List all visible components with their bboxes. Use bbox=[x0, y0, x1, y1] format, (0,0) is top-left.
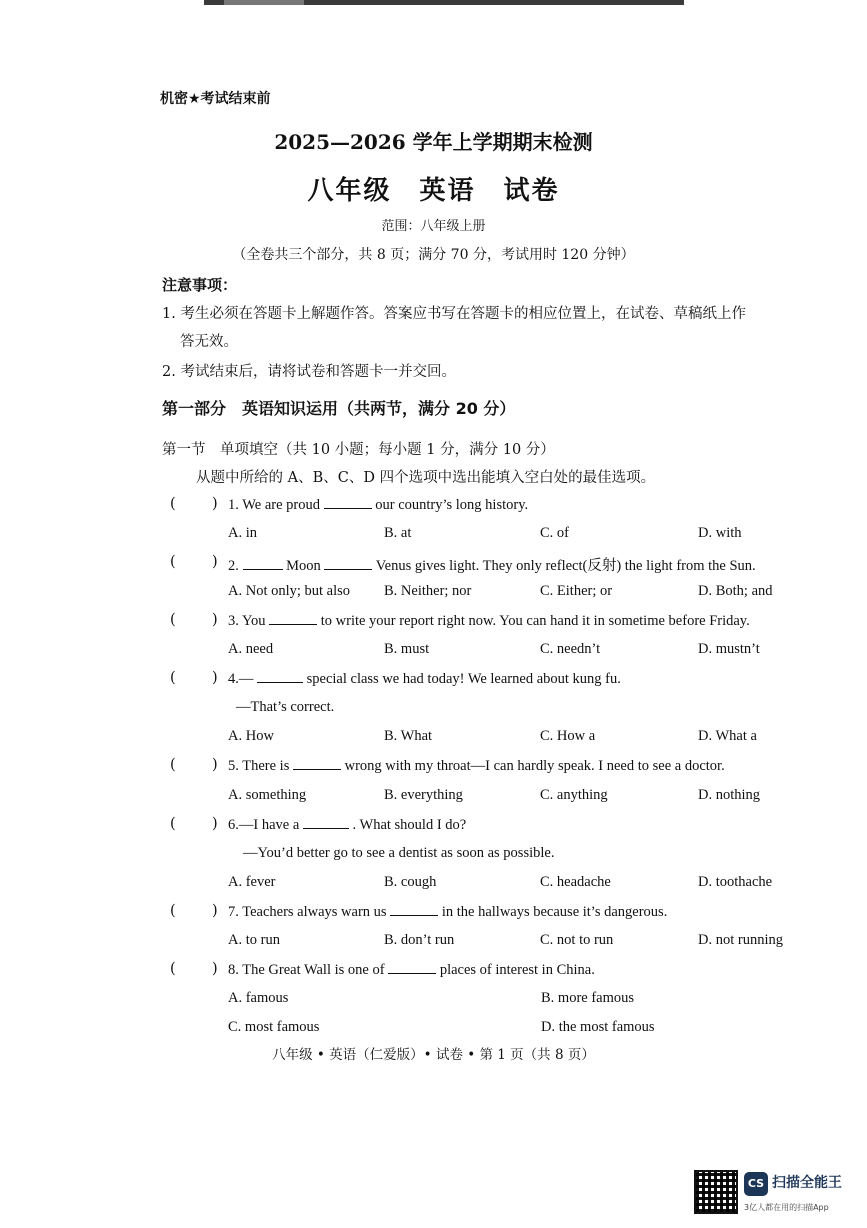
option-a: A. fever bbox=[228, 874, 276, 890]
question-text: 4.— bbox=[228, 671, 254, 687]
question-text: to write your report right now. You can hand it in sometime before Friday. bbox=[320, 613, 750, 629]
option-b: B. Neither; nor bbox=[384, 583, 472, 599]
section1-instruction: 从题中所给的 A、B、C、D 四个选项中选出能填入空白处的最佳选项。 bbox=[196, 470, 656, 486]
answer-paren-open: ( bbox=[170, 961, 176, 977]
question-text: Venus gives light. They only reflect(反射) the light from the Sun. bbox=[375, 558, 756, 574]
option-a: A. to run bbox=[228, 932, 280, 948]
confidential-label: 机密★考试结束前 bbox=[160, 91, 271, 107]
answer-paren-close: ) bbox=[212, 757, 218, 773]
answer-blank bbox=[269, 612, 317, 625]
exam-info: （全卷共三个部分，共 8 页；满分 70 分，考试用时 120 分钟） bbox=[232, 247, 635, 263]
question-text: 7. Teachers always warn us bbox=[228, 904, 387, 920]
question-text: 1. We are proud bbox=[228, 497, 320, 513]
option-a: A. something bbox=[228, 787, 307, 803]
question-4-reply: —That’s correct. bbox=[236, 699, 335, 715]
question-text: places of interest in China. bbox=[439, 962, 595, 978]
question-text: 2. bbox=[228, 558, 239, 574]
answer-blank bbox=[293, 757, 341, 770]
option-c: C. How a bbox=[540, 728, 596, 744]
option-c: C. headache bbox=[540, 874, 611, 890]
answer-paren-open: ( bbox=[170, 903, 176, 919]
option-b: B. don’t run bbox=[384, 932, 455, 948]
answer-paren-open: ( bbox=[170, 670, 176, 686]
exam-title: 2025—2026 学年上学期期末检测 bbox=[274, 130, 593, 154]
option-c: C. most famous bbox=[228, 1019, 320, 1035]
notes-heading: 注意事项： bbox=[162, 276, 238, 294]
answer-blank bbox=[303, 816, 349, 829]
answer-paren-close: ) bbox=[212, 816, 218, 832]
question-text: in the hallways because it’s dangerous. bbox=[441, 904, 668, 920]
option-b: B. What bbox=[384, 728, 433, 744]
option-d: D. toothache bbox=[698, 874, 773, 890]
answer-paren-open: ( bbox=[170, 612, 176, 628]
exam-scope: 范围：八年级上册 bbox=[381, 219, 486, 234]
camscanner-logo-icon: CS bbox=[744, 1172, 768, 1196]
question-text: . What should I do? bbox=[352, 817, 467, 833]
answer-paren-close: ) bbox=[212, 670, 218, 686]
question-text: 6.—I have a bbox=[228, 817, 300, 833]
option-b: B. cough bbox=[384, 874, 437, 890]
question-text: 5. There is bbox=[228, 758, 290, 774]
question-text: 3. You bbox=[228, 613, 266, 629]
answer-blank bbox=[390, 903, 438, 916]
question-text: wrong with my throat—I can hardly speak. I need to see a doctor. bbox=[344, 758, 725, 774]
answer-paren-open: ( bbox=[170, 554, 176, 570]
option-c: C. needn’t bbox=[540, 641, 601, 657]
option-d: D. with bbox=[698, 525, 742, 541]
answer-paren-close: ) bbox=[212, 903, 218, 919]
option-b: B. must bbox=[384, 641, 430, 657]
qr-code-icon bbox=[694, 1170, 738, 1214]
part1-title: 第一部分 英语知识运用（共两节，满分 20 分） bbox=[162, 399, 516, 418]
answer-blank bbox=[324, 557, 372, 570]
question-7 bbox=[228, 903, 667, 921]
question-8 bbox=[228, 961, 595, 979]
note-1-line-2: 答无效。 bbox=[180, 334, 238, 350]
answer-paren-open: ( bbox=[170, 757, 176, 773]
question-3 bbox=[228, 612, 750, 630]
option-c: C. of bbox=[540, 525, 569, 541]
note-1-line-1: 1. 考生必须在答题卡上解题作答。答案应书写在答题卡的相应位置上，在试卷、草稿纸上作 bbox=[162, 306, 746, 322]
section1-title: 第一节 单项填空（共 10 小题；每小题 1 分，满分 10 分） bbox=[162, 442, 555, 458]
question-5 bbox=[228, 757, 725, 775]
option-c: C. Either; or bbox=[540, 583, 613, 599]
option-d: D. mustn’t bbox=[698, 641, 760, 657]
question-1 bbox=[228, 496, 528, 514]
question-2 bbox=[228, 554, 756, 575]
option-c: C. not to run bbox=[540, 932, 614, 948]
question-4 bbox=[228, 670, 621, 688]
question-text: our country’s long history. bbox=[375, 497, 529, 513]
question-6 bbox=[228, 816, 466, 834]
answer-paren-open: ( bbox=[170, 496, 176, 512]
option-b: B. at bbox=[384, 525, 412, 541]
answer-blank bbox=[324, 496, 372, 509]
answer-paren-close: ) bbox=[212, 554, 218, 570]
scan-edge-bar bbox=[204, 0, 684, 5]
scanner-app-name: 扫描全能王 bbox=[772, 1175, 842, 1191]
exam-subtitle: 八年级 英语 试卷 bbox=[307, 176, 560, 206]
option-d: D. not running bbox=[698, 932, 783, 948]
option-a: A. famous bbox=[228, 990, 289, 1006]
question-text: 8. The Great Wall is one of bbox=[228, 962, 385, 978]
option-b: B. everything bbox=[384, 787, 463, 803]
option-a: A. Not only; but also bbox=[228, 583, 351, 599]
option-a: A. need bbox=[228, 641, 274, 657]
answer-paren-close: ) bbox=[212, 496, 218, 512]
answer-paren-open: ( bbox=[170, 816, 176, 832]
option-d: D. Both; and bbox=[698, 583, 773, 599]
option-a: A. How bbox=[228, 728, 274, 744]
page-footer: 八年级 • 英语（仁爱版）• 试卷 • 第 1 页（共 8 页） bbox=[272, 1047, 595, 1063]
note-2: 2. 考试结束后，请将试卷和答题卡一并交回。 bbox=[162, 364, 456, 380]
scanner-tagline: 3亿人都在用的扫描App bbox=[744, 1203, 829, 1212]
option-d: D. the most famous bbox=[541, 1019, 655, 1035]
option-d: D. What a bbox=[698, 728, 757, 744]
option-b: B. more famous bbox=[541, 990, 635, 1006]
option-a: A. in bbox=[228, 525, 257, 541]
answer-blank bbox=[243, 557, 283, 570]
answer-blank bbox=[257, 670, 303, 683]
answer-paren-close: ) bbox=[212, 961, 218, 977]
question-text: Moon bbox=[286, 558, 321, 574]
answer-blank bbox=[388, 961, 436, 974]
option-c: C. anything bbox=[540, 787, 608, 803]
question-text: special class we had today! We learned about kung fu. bbox=[306, 671, 621, 687]
question-6-reply: —You’d better go to see a dentist as soon as possible. bbox=[243, 845, 555, 861]
option-d: D. nothing bbox=[698, 787, 761, 803]
answer-paren-close: ) bbox=[212, 612, 218, 628]
scan-edge-notch bbox=[224, 0, 304, 5]
